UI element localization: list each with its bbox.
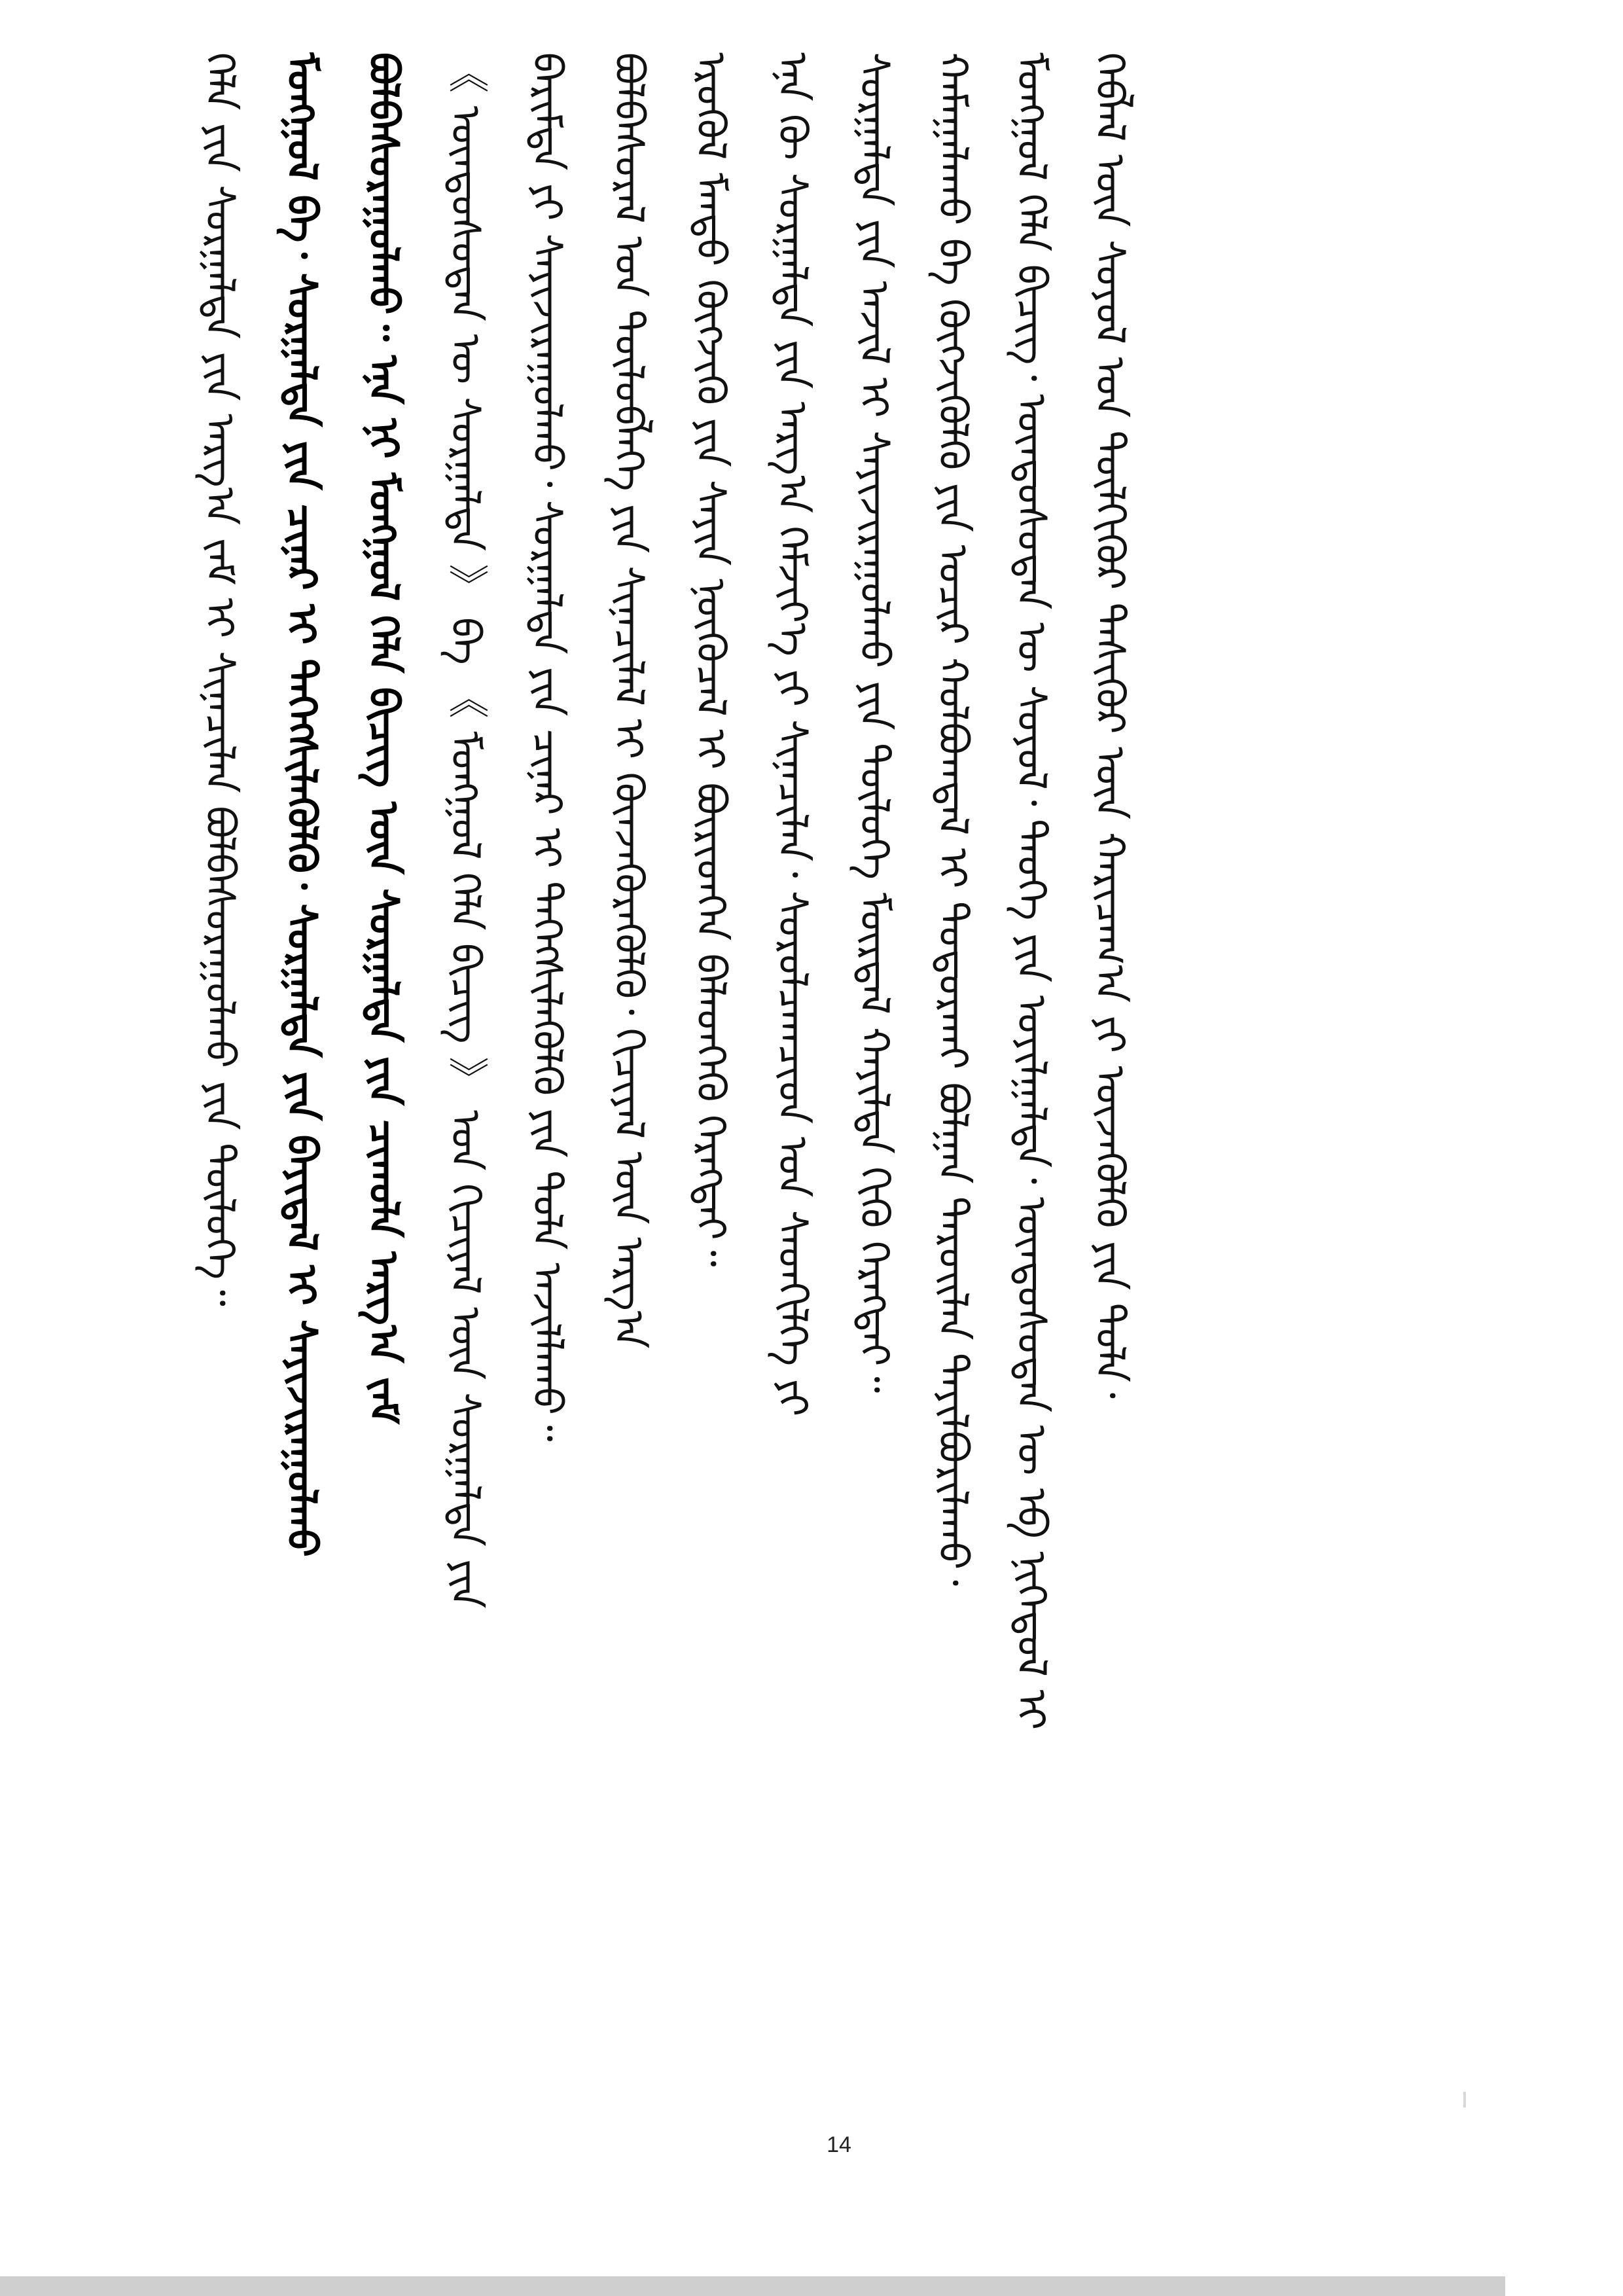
scan-speck [1463, 2092, 1466, 2108]
text-column-3: ᠬᠠᠮᠠᠭᠠᠯᠠᠬᠤ ᠪᠠ ᠬᠥᠭᠵᠢᠭᠦᠯᠬᠦ ᠶᠢᠨ ᠤᠴᠢᠷ ᠬᠣᠯᠪᠣᠭᠳᠠᠯ ᠢ ᠲᠣᠳᠣᠷᠬᠠᠢ ᠪᠣᠯᠭᠠᠨ ᠳᠠᠷᠤᠢᠯᠠᠨ ᠲᠠᠶᠢᠯᠪᠤᠷᠢᠯᠠᠬᠤ᠂ [929, 52, 977, 1587]
text-column-7: ᠪᠣᠯᠪᠠᠰᠤᠷᠠᠯ ᠤᠨ ᠲᠥᠯᠥᠪᠯᠡᠭᠡ ᠶᠢᠨ ᠰᠢᠨᠡᠴᠢᠯᠡᠯ ᠢ ᠭᠦᠨᠵᠡᠭᠦᠷᠡᠭᠦᠯᠬᠦ᠂ ᠬᠢᠴᠢᠶᠡᠯ ᠦᠨ ᠠᠷᠭ᠎ᠠ [605, 52, 653, 1349]
text-area [137, 52, 1158, 2055]
text-column-5: ᠡᠨᠡ ᠬᠦ ᠰᠤᠷᠭᠠᠯᠲᠠ ᠶᠢᠨ ᠠᠷᠭ᠎ᠠ ᠬᠡᠮᠵᠢᠶ᠎ᠡ ᠶᠢ ᠰᠢᠨᠡᠴᠢᠯᠡᠨ᠂ ᠰᠤᠷᠤᠯᠴᠠᠭᠴᠢᠳ ᠤᠨ ᠰᠡᠳᠬᠢᠯᠭᠡ ᠶᠢ [769, 52, 817, 1417]
text-column-11-bold: ᠮᠣᠩᠭᠣᠯ ᠪᠠ᠂ ᠰᠤᠷᠭᠠᠯᠲᠠ ᠶᠢᠨ ᠴᠢᠨᠠᠷ ᠢ ᠳᠡᠭᠡᠭᠰᠢᠯᠡᠭᠦᠯᠬᠦ᠂ ᠰᠤᠷᠭᠠᠯᠲᠠ ᠶᠢᠨ ᠪᠠᠶᠢᠳᠠᠯ ᠢ ᠰᠠᠶᠢᠵᠢᠷᠠᠭᠤᠯᠬᠤ [278, 52, 326, 1557]
text-column-8: ᠪᠠᠷᠢᠮᠲᠠ ᠶᠢ ᠰᠠᠶᠢᠵᠢᠷᠠᠭᠤᠯᠬᠤ᠂ ᠰᠤᠷᠭᠠᠯᠲᠠ ᠶᠢᠨ ᠴᠢᠨᠠᠷ ᠢ ᠳᠡᠭᠡᠭᠰᠢᠯᠡᠭᠦᠯᠬᠦ ᠶᠢᠨ ᠲᠤᠯᠠ ᠠᠵᠢᠯᠯᠠᠬᠤ᠃ [524, 52, 571, 1442]
text-column-6: ᠡᠷᠦᠭᠦᠯ ᠮᠡᠨᠳᠦ ᠬᠥᠭᠵᠢᠬᠦ ᠶᠢᠨ ᠰᠠᠶᠢᠨ ᠨᠥᠬᠥᠴᠡᠯ ᠢ ᠪᠦᠷᠢᠳᠬᠡᠨ ᠪᠡᠯᠡᠳᠭᠡᠬᠦ ᠬᠡᠷᠡᠭᠲᠡᠢ᠃ [687, 52, 735, 1267]
text-column-1: ᠬᠡᠪᠯᠡᠯ ᠦᠨ ᠰᠣᠶᠣᠯ ᠤᠨ ᠲᠦᠯᠬᠢᠭᠦᠷ ᠲᠡᠰᠢᠭᠦᠷ ᠦᠨ ᠬᠠᠷᠢᠴᠠᠭ᠎ᠠ ᠶᠢ ᠦᠵᠡᠭᠦᠯᠬᠦ ᠶᠢᠨ ᠲᠤᠯᠠ᠂ [1086, 52, 1134, 1399]
text-column-2: ᠮᠣᠩᠭᠣᠯ ᠬᠡᠯᠡ ᠪᠢᠴᠢᠭ᠂ ᠦᠨᠳᠦᠰᠦᠲᠡᠨ ᠦ ᠰᠣᠶᠣᠯ᠂ ᠲᠡᠦᠬᠡ ᠶᠢᠨ ᠣᠶᠢᠯᠭᠠᠯᠲᠠ᠂ ᠦᠨᠳᠦᠰᠦᠲᠡᠨ ᠦ ᠡᠪ ᠨᠢᠭᠡᠳᠦᠯ ᠢ [1008, 52, 1056, 1731]
text-column-9: 《 ᠦᠨᠳᠦᠰᠦᠲᠡᠨ ᠦ ᠰᠤᠷᠭᠠᠯᠲᠠ 》 ᠪᠠ 《 ᠮᠣᠩᠭᠣᠯ ᠬᠡᠯᠡ ᠪᠢᠴᠢᠭ 》 ᠤᠨ ᠬᠢᠴᠢᠶᠡᠯ ᠦᠨ ᠰᠤᠷᠭᠠᠯᠲᠠ ᠶᠢᠨ [442, 52, 490, 1609]
bottom-scrollbar-strip [0, 2276, 1505, 2296]
text-column-12: ᠬᠡᠯᠡ ᠶᠢᠨ ᠰᠤᠷᠭᠠᠯᠲᠠ ᠶᠢᠨ ᠠᠷᠭ᠎ᠠ ᠵᠠᠮ ᠢ ᠰᠢᠨᠡᠴᠢᠯᠡᠨ ᠪᠣᠯᠪᠠᠰᠤᠷᠠᠭᠤᠯᠬᠤ ᠶᠢᠨ ᠲᠥᠯᠥᠭᠡ᠃ [196, 52, 244, 1306]
text-column-10-bold: ᠪᠣᠯᠪᠠᠰᠤᠷᠠᠭᠤᠯᠬᠤ᠃ ᠡᠨᠡ ᠨᠢ ᠮᠣᠩᠭᠣᠯ ᠬᠡᠯᠡ ᠪᠢᠴᠢᠭ ᠦᠨ ᠰᠤᠷᠭᠠᠯᠲᠠ ᠶᠢᠨ ᠴᠢᠬᠤᠯᠠ ᠠᠷᠭ᠎ᠠ ᠵᠠᠮ [360, 52, 408, 1424]
page-number: 14 [827, 2132, 851, 2157]
text-column-4: ᠰᠤᠷᠭᠠᠯᠲᠠ ᠶᠢᠨ ᠠᠵᠢᠯ ᠢ ᠰᠠᠶᠢᠵᠢᠷᠠᠭᠤᠯᠬᠤ ᠶᠢᠨ ᠲᠥᠯᠥᠭᠡ ᠮᠥᠷᠳᠡᠯ ᠬᠠᠶᠢᠯᠲᠠ ᠬᠢᠬᠦ ᠬᠡᠷᠡᠭᠲᠡᠢ᠃ [851, 52, 899, 1393]
